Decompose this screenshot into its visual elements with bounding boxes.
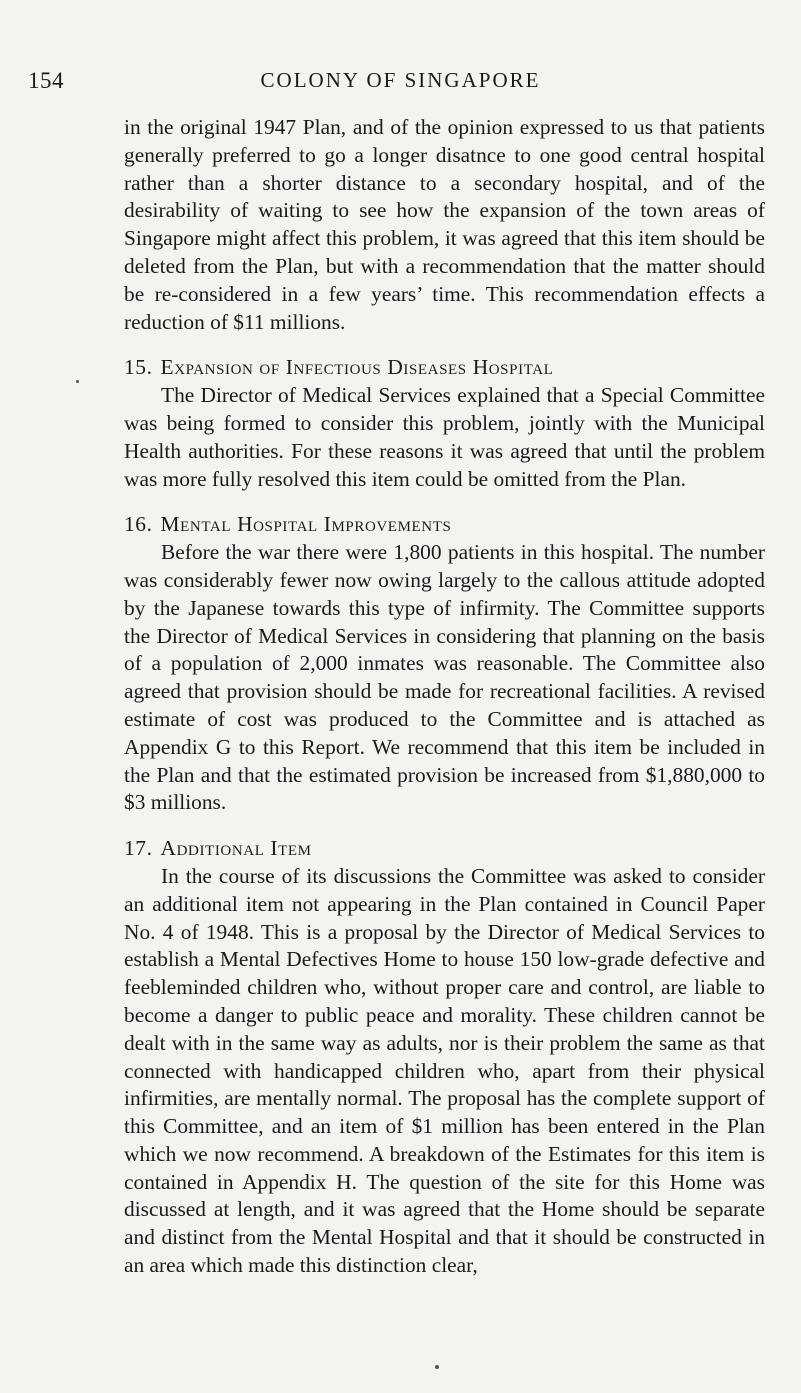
section-heading-17 (124, 835, 765, 863)
section-heading-16 (124, 511, 765, 539)
section-title: Mental Hospital Improvements (160, 512, 452, 537)
page-header (0, 60, 801, 100)
section-title: Expansion of Infectious Diseases Hospital (160, 355, 554, 380)
print-speck (435, 1365, 439, 1369)
continuation-paragraph: in the original 1947 Plan, and of the opinion expressed to us that patients generally preferred to go a longer disatnce to one good central hospital rather than a shorter distance to a secondary hospital, and of the desirability of waiting to see how the expansion of the town areas of Singapore might affect this problem, it was agreed that this item should be deleted from the Plan, but with a recommendation that the matter should be re-considered in a few years’ time. This recommendation effects a reduction of $11 millions. (124, 115, 765, 334)
section-number: 17. (124, 836, 153, 861)
section-heading-15 (124, 354, 765, 382)
running-title: COLONY OF SINGAPORE (260, 68, 541, 92)
section-number: 15. (124, 355, 153, 380)
section-number: 16. (124, 512, 153, 537)
section-title: Additional Item (160, 836, 312, 861)
section-paragraph-15: The Director of Medical Services explained that a Special Committee was being formed to consider this problem, jointly with the Municipal Health authorities. For these reasons it was agreed that until the problem was more fully resolved this item could be omitted from the Plan. (124, 383, 765, 491)
section-paragraph-17: In the course of its discussions the Committee was asked to consider an additional item not appearing in the Plan contained in Council Paper No. 4 of 1948. This is a proposal by the Director of Medical Services to establish a Mental Defectives Home to house 150 low-grade defective and feebleminded children who, without proper care and control, are liable to become a danger to public peace and morality. These children cannot be dealt with in the same way as adults, nor is their problem the same as that connected with handicapped children who, apart from their physical infirmities, are mentally normal. The proposal has the complete support of this Committee, and an item of $1 million has been entered in the Plan which we now recommend. A breakdown of the Estimates for this item is contained in Appendix H. The question of the site for this Home was discussed at length, and it was agreed that the Home should be separate and distinct from the Mental Hospital and that it should be constructed in an area which made this distinction clear, (124, 863, 765, 1278)
page-body (124, 114, 765, 1280)
page-number: 154 (28, 68, 64, 93)
section-paragraph-16: Before the war there were 1,800 patients in this hospital. The number was considerably fewer now owing largely to the callous attitude adopted by the Japanese towards this type of infirmity. The Committee supports the Director of Medical Services in considering that planning on the basis of a population of 2,000 inmates was reasonable. The Committee also agreed that provision should be made for recreational facilities. A revised estimate of cost was produced to the Committee and is attached as Appendix G to this Report. We recommend that this item be included in the Plan and that the estimated provision be increased from $1,880,000 to $3 millions. (124, 540, 765, 815)
print-speck (76, 380, 79, 383)
